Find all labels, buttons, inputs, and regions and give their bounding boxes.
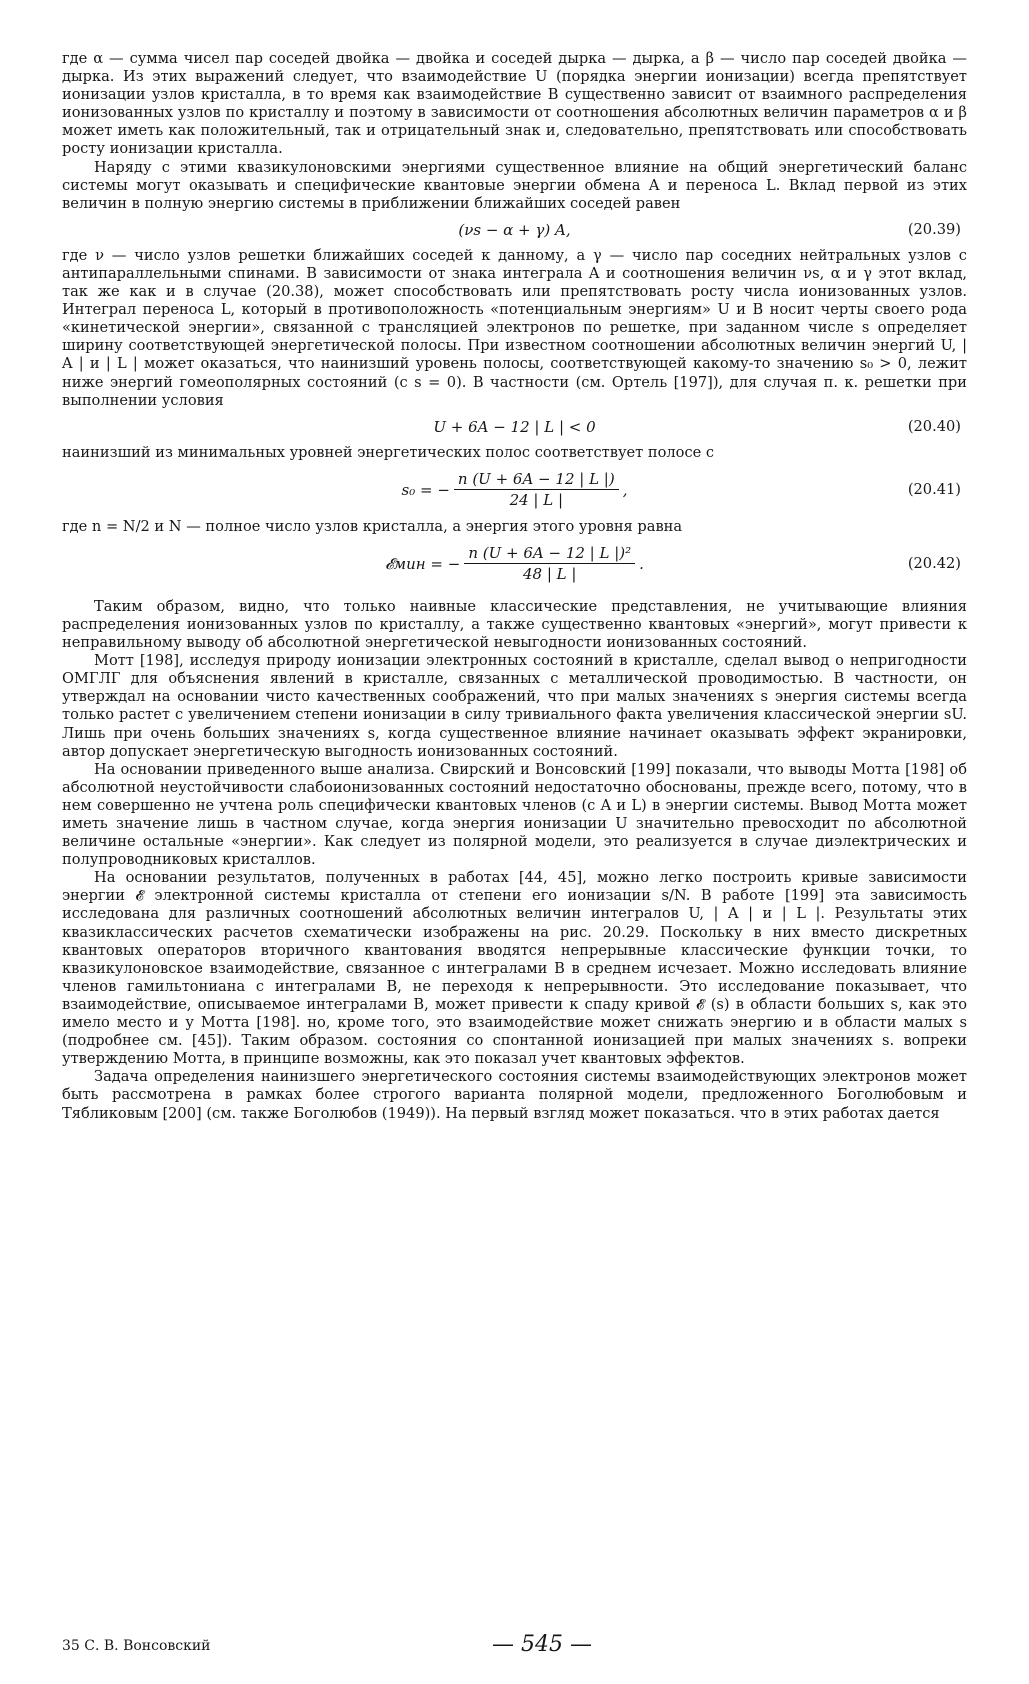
paragraph: Задача определения наинизшего энергетического состояния системы взаимодействующих электронов может быть рассмотрена в рамках более строгого варианта полярной модели, предложенного Боголюбовым и Тябликовым [200] (см. также Боголюбов (1949)). На первый взгляд может показаться. что в этих работах дается	[62, 1068, 967, 1122]
equation-20-41	[62, 462, 967, 518]
equation-expression: (νs − α + γ) A,	[458, 220, 571, 239]
paragraph: На основании приведенного выше анализа. Свирский и Вонсовский [199] показали, что выводы Мотта [198] об абсолютной неустойчивости слабоионизованных состояний недостаточно обоснованы, прежде всего, потому, что в нем совершенно не учтена роль специфически квантовых членов (с A и L) в энергии системы. Вывод Мотта может иметь значение лишь в частном случае, когда энергия ионизации U значительно превосходит по абсолютной величине остальные «энергии». Как следует из полярной модели, это реализуется в случае диэлектрических и полупроводниковых кристаллов.	[62, 760, 967, 869]
fraction	[454, 470, 619, 509]
fraction	[464, 544, 635, 583]
page-footer	[62, 1632, 967, 1662]
printer-signature: 35 С. В. Вонсовский	[62, 1638, 211, 1654]
equation-tail: ,	[622, 480, 628, 499]
paragraph: где n = N/2 и N — полное число узлов кристалла, а энергия этого уровня равна	[62, 517, 683, 535]
paragraph: где ν — число узлов решетки ближайших соседей к данному, а γ — число пар соседних нейтральных узлов с антипараллельными спинами. В зависимости от знака интеграла A и соотношения величин νs, α и γ этот вклад, так же как и в случае (20.38), может способствовать или препятствовать росту числа ионизованных узлов. Интеграл переноса L, который в противоположность «потенциальным энергиям» U и B носит черты своего рода «кинетической энергии», связанной с трансляцией электронов по решетке, при заданном числе s определяет ширину соответствующей энергетической полосы. При известном соотношении абсолютных величин энергий U, | A | и | L | может оказаться, что наинизший уровень полосы, соответствующей какому-то значению s₀ > 0, лежит ниже энергий гомеополярных состояний (с s = 0). В частности (см. Ортель [197]), для случая п. к. решетки при выполнении условия	[62, 246, 967, 409]
paragraph: Таким образом, видно, что только наивные классические представления, не учитывающие влияния распределения ионизованных узлов по кристаллу, а также существенно квантовых «энергий», могут привести к неправильному выводу об абсолютной энергетической невыгодности ионизованных состояний.	[62, 597, 967, 652]
fraction-denominator: 48 | L |	[523, 565, 577, 584]
paragraph: Наряду с этими квазикулоновскими энергиями существенное влияние на общий энергетический баланс системы могут оказывать и специфические квантовые энергии обмена A и переноса L. Вклад первой из этих величин в полную энергию системы в приближении ближайших соседей равен	[62, 158, 967, 212]
paragraph: На основании результатов, полученных в работах [44, 45], можно легко построить кривые зависимости энергии 𝓔 электронной системы кристалла от степени его ионизации s/N. В работе [199] эта зависимость исследована для различных соотношений абсолютных величин интегралов U, | A | и | L |. Результаты этих квазиклассических расчетов схематически изображены на рис. 20.29. Поскольку в них вместо дискретных квантовых операторов вторичного квантования вводятся непрерывные классические функции точки, то квазикулоновское взаимодействие, связанное с интегралами B в среднем исчезает. Можно исследовать влияние членов гамильтониана с интегралами B, не переходя к непрерывности. Это исследование показывает, что взаимодействие, описываемое интегралами B, может привести к спаду кривой 𝓔 (s) в области больших s, как это имело место и у Мотта [198]. но, кроме того, это взаимодействие может снижать энергию и в области малых s (подробнее см. [45]). Таким образом. состояния со спонтанной ионизацией при малых значениях s. вопреки утверждению Мотта, в принципе возможны, как это показал учет квантовых эффектов.	[62, 869, 967, 1068]
paragraph: где α — сумма чисел пар соседей двойка — двойка и соседей дырка — дырка, а β — число пар соседей двойка — дырка. Из этих выражений следует, что взаимодействие U (порядка энергии ионизации) всегда препятствует ионизации узлов кристалла, в то время как взаимодействие B существенно зависит от взаимного распределения ионизованных узлов по кристаллу и поэтому в зависимости от соотношения абсолютных величин параметров α и β может иметь как положительный, так и отрицательный знак и, следовательно, препятствовать или способствовать росту ионизации кристалла.	[62, 50, 967, 158]
equation-tail: .	[639, 554, 644, 573]
page-body	[62, 50, 967, 1650]
fraction-numerator: n (U + 6A − 12 | L |)	[454, 470, 619, 490]
equation-20-40	[62, 410, 967, 444]
equation-20-39	[62, 213, 967, 247]
paragraph: наинизший из минимальных уровней энергетических полос соответствует полосе с	[62, 443, 715, 461]
equation-number: (20.40)	[907, 417, 961, 435]
equation-lhs: s₀ = −	[401, 480, 450, 499]
equation-number: (20.42)	[907, 554, 961, 572]
equation-lhs: 𝓔мин = −	[385, 554, 461, 573]
fraction-denominator: 24 | L |	[509, 491, 564, 510]
equation-number: (20.41)	[907, 480, 961, 498]
page-number: — 545 —	[492, 1632, 592, 1657]
equation-number: (20.39)	[907, 220, 961, 238]
paragraph: Мотт [198], исследуя природу ионизации электронных состояний в кристалле, сделал вывод о непригодности ОМГЛГ для объяснения явлений в кристалле, связанных с металлической проводимостью. В частности, он утверждал на основании чисто качественных соображений, что при малых значениях s энергия системы всегда только растет с увеличением степени ионизации в силу тривиального факта увеличения классической энергии sU. Лишь при очень больших значениях s, когда существенное влияние начинает оказывать эффект экранировки, автор допускает энергетическую выгодность ионизованных состояний.	[62, 652, 967, 760]
fraction-numerator: n (U + 6A − 12 | L |)²	[464, 544, 635, 564]
equation-expression: U + 6A − 12 | L | < 0	[433, 417, 596, 436]
equation-20-42	[62, 536, 967, 592]
